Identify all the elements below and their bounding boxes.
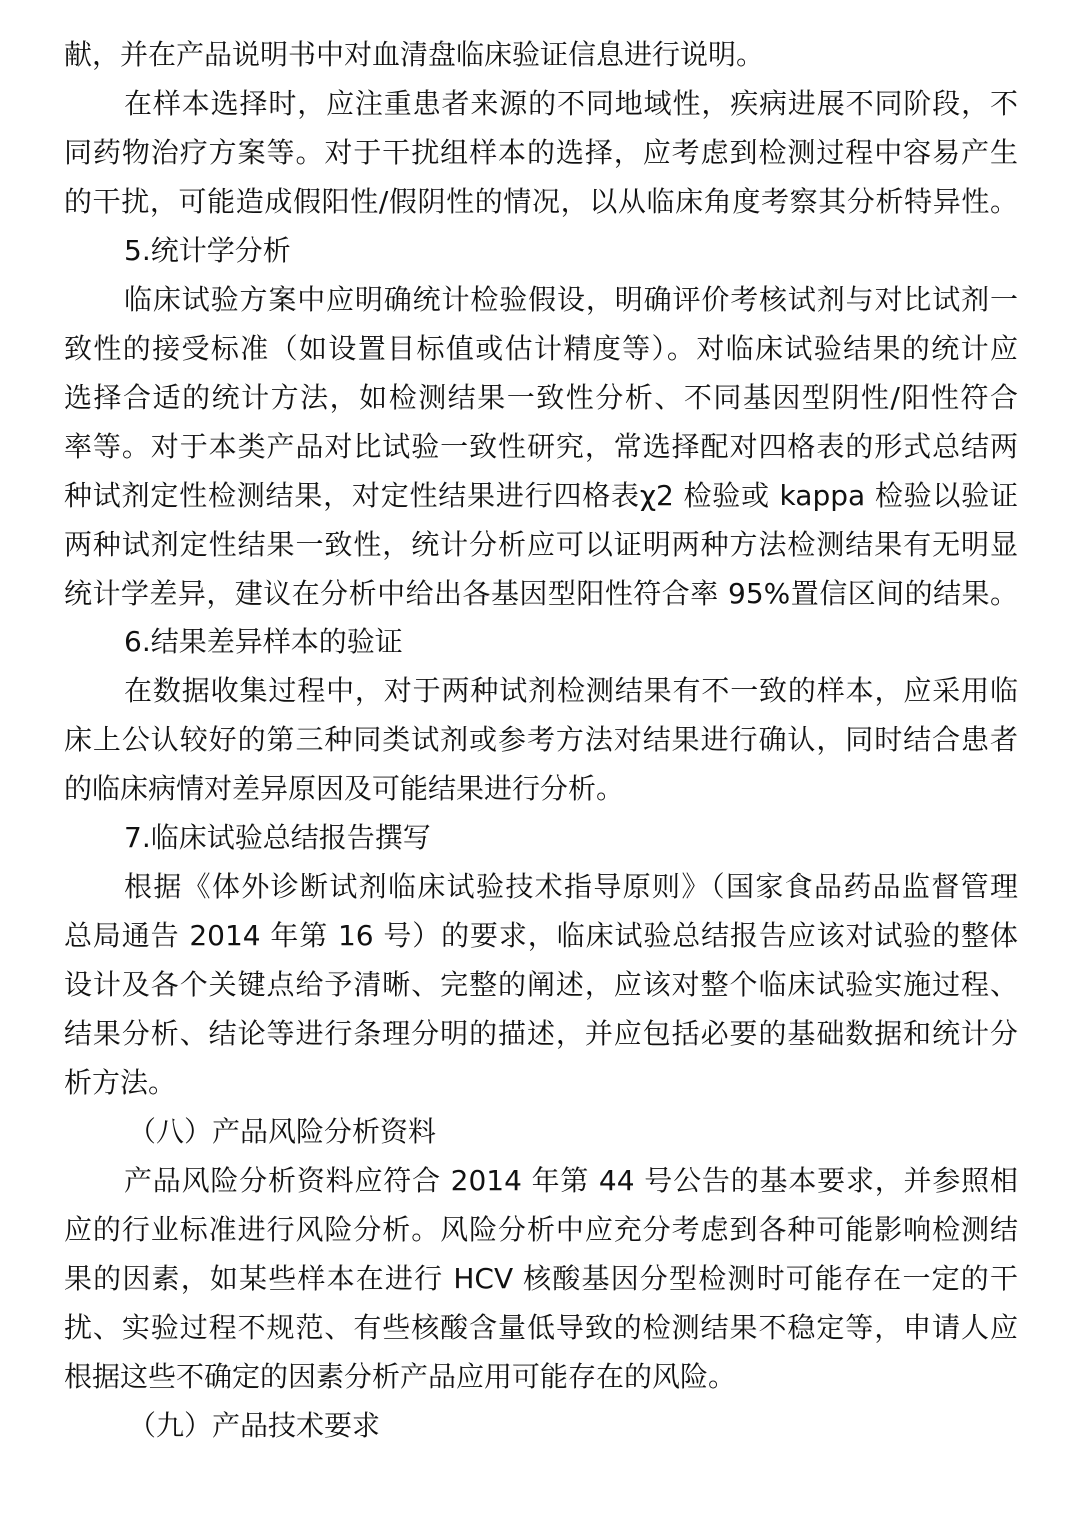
paragraph-statistics-line-7: 统计学差异，建议在分析中给出各基因型阳性符合率 95%置信区间的结果。 <box>64 577 1018 610</box>
paragraph-report-line-2: 总局通告 2014 年第 16 号）的要求，临床试验总结报告应该对试验的整体 <box>64 919 1018 952</box>
paragraph-statistics-line-5: 种试剂定性检测结果，对定性结果进行四格表χ2 检验或 kappa 检验以验证 <box>64 479 1018 512</box>
paragraph-risk-line-4: 扰、实验过程不规范、有些核酸含量低导致的检测结果不稳定等，申请人应 <box>64 1311 1018 1344</box>
paragraph-discrepant-line-3: 的临床病情对差异原因及可能结果进行分析。 <box>64 772 625 805</box>
paragraph-report-line-3: 设计及各个关键点给予清晰、完整的阐述，应该对整个临床试验实施过程、 <box>64 968 1018 1001</box>
paragraph-risk-line-5: 根据这些不确定的因素分析产品应用可能存在的风险。 <box>64 1360 737 1393</box>
section-heading-discrepant-samples: 6.结果差异样本的验证 <box>124 625 403 658</box>
section-heading-risk-analysis: （八）产品风险分析资料 <box>128 1115 437 1148</box>
paragraph-report-line-1: 根据《体外诊断试剂临床试验技术指导原则》（国家食品药品监督管理 <box>124 870 1018 903</box>
paragraph-statistics-line-4: 率等。对于本类产品对比试验一致性研究，常选择配对四格表的形式总结两 <box>64 430 1018 463</box>
paragraph-sample-selection-line-1: 在样本选择时，应注重患者来源的不同地域性，疾病进展不同阶段，不 <box>124 87 1018 120</box>
section-heading-clinical-report: 7.临床试验总结报告撰写 <box>124 821 431 854</box>
paragraph-discrepant-line-2: 床上公认较好的第三种同类试剂或参考方法对结果进行确认，同时结合患者 <box>64 723 1018 756</box>
paragraph-statistics-line-1: 临床试验方案中应明确统计检验假设，明确评价考核试剂与对比试剂一 <box>124 283 1018 316</box>
paragraph-statistics-line-2: 致性的接受标准（如设置目标值或估计精度等）。对临床试验结果的统计应 <box>64 332 1018 365</box>
paragraph-statistics-line-3: 选择合适的统计方法，如检测结果一致性分析、不同基因型阴性/阳性符合 <box>64 381 1018 414</box>
paragraph-risk-line-2: 应的行业标准进行风险分析。风险分析中应充分考虑到各种可能影响检测结 <box>64 1213 1018 1246</box>
section-heading-statistics: 5.统计学分析 <box>124 234 291 267</box>
section-heading-technical-requirements: （九）产品技术要求 <box>128 1409 381 1442</box>
paragraph-risk-line-1: 产品风险分析资料应符合 2014 年第 44 号公告的基本要求，并参照相 <box>124 1164 1018 1197</box>
paragraph-sample-selection-line-3: 的干扰，可能造成假阳性/假阴性的情况，以从临床角度考察其分析特异性。 <box>64 185 1018 218</box>
paragraph-report-line-4: 结果分析、结论等进行条理分明的描述，并应包括必要的基础数据和统计分 <box>64 1017 1018 1050</box>
paragraph-sample-selection-line-2: 同药物治疗方案等。对于干扰组样本的选择，应考虑到检测过程中容易产生 <box>64 136 1018 169</box>
paragraph-discrepant-line-1: 在数据收集过程中，对于两种试剂检测结果有不一致的样本，应采用临 <box>124 674 1018 707</box>
paragraph-statistics-line-6: 两种试剂定性结果一致性，统计分析应可以证明两种方法检测结果有无明显 <box>64 528 1018 561</box>
text-line-1: 献，并在产品说明书中对血清盘临床验证信息进行说明。 <box>64 38 765 71</box>
paragraph-risk-line-3: 果的因素，如某些样本在进行 HCV 核酸基因分型检测时可能存在一定的干 <box>64 1262 1018 1295</box>
paragraph-report-line-5: 析方法。 <box>64 1066 177 1099</box>
